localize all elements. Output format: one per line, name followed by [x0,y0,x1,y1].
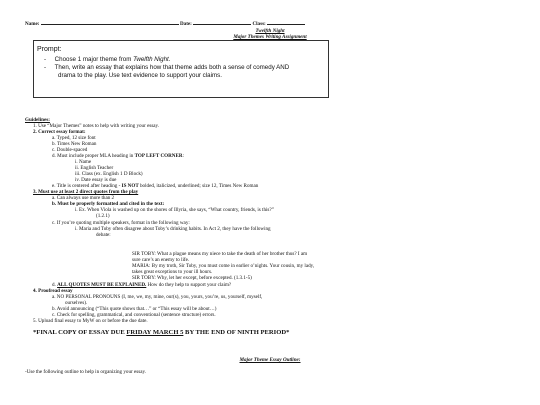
quote-line-1: SIR TOBY: What a plague means my niece to take the death of her brother thus? I am [132,251,308,257]
guideline-3b-i-cite: (1.2.1) [96,213,110,219]
guideline-4a: a. NO PERSONAL PRONOUNS (I, me, we, my, mine, our(s), you, yours, you’re, us, yourself, myself, [52,294,263,300]
guideline-3d-bold: ALL QUOTES MUST BE EXPLAINED. [57,282,147,288]
guideline-3d-rest: How do they help to support your claim? [146,282,232,288]
outline-title: Major Theme Essay Outline: [239,357,301,363]
bullet2-text-1: Then, write an essay that explains how that theme adds both a sense of comedy AND [54,64,290,71]
prompt-box [33,40,329,98]
guideline-2a: a. Typed, 12 size font [52,135,96,141]
guideline-3b: b. Must be properly formatted and cited in the text: [52,201,165,207]
guideline-2d-i: i. Name [75,159,92,165]
document-title: Twelfth Night [255,28,285,34]
guideline-2c: c. Double-spaced [52,147,88,153]
guideline-5: 5. Upload final essay to MyW on or before the due date. [33,318,148,324]
guideline-2: 2. Correct essay format: [33,129,86,135]
due-date-notice [33,329,289,337]
class-blank [267,20,305,25]
guideline-2d [52,153,184,159]
guideline-3d-marker: d. [52,282,58,288]
guideline-2d-bold: TOP LEFT CORNER [134,153,183,159]
class-label: Class: [252,21,266,27]
date-label: Date: [180,21,192,27]
guideline-3a: a. Can always use more than 2 [52,195,115,201]
guideline-3: 3. Must use at least 2 direct quotes from the play [33,189,139,195]
header-row [25,20,305,27]
guideline-1: 1. Use “Major Themes” notes to help with writing your essay. [33,123,160,129]
guideline-3c-i: i. Maria and Toby often disagree about Toby’s drinking habits. In Act 2, they have the following [75,226,271,232]
guideline-2b: b. Times New Roman [52,141,97,147]
prompt-bullet-2-cont: drama to the play. Use text evidence to support your claims. [58,72,222,79]
name-blank [41,20,179,25]
outline-intro: -Use the following outline to help in organizing your essay. [25,369,146,375]
bullet1-title: Twelfth Night. [133,56,171,63]
prompt-bullet-2: - Then, write an essay that explains how that theme adds both a sense of comedy AND [44,64,290,71]
date-blank [193,20,251,25]
document-subtitle: Major Themes Writing Assignment [233,34,307,40]
guidelines-heading: Guidelines: [25,117,50,123]
guideline-2e-text: e. Title is centered after heading - [52,183,122,189]
prompt-bullet-1: - Choose 1 major theme from Twelfth Night. [44,56,171,63]
quote-line-3: MARIA: By my troth, Sir Toby, you must come in earlier o’nights. Your cousin, my lady, [132,263,315,269]
quote-line-5: SIR TOBY: Why, let her except, before excepted. (1.3.1-5) [132,275,252,281]
due-date-prefix: *FINAL COPY OF ESSAY DUE [33,329,127,336]
guideline-2e-rest: bolded, italicized, underlined; size 12, Times New Roman [138,183,259,189]
guideline-3b-i: i. Ex. When Viola is washed up on the shores of Illyria, she says, “What country, friends, is this?” [75,207,274,213]
guideline-3d [52,282,231,288]
guideline-3c: c. If you’re quoting multiple speakers, format in the following way: [52,220,190,226]
guideline-2e-bold: IS NOT [121,183,139,189]
name-label: Name: [25,21,40,27]
quote-line-4: takes great exceptions to your ill hours. [132,269,213,275]
guideline-2d-text: d. Must include proper MLA heading in [52,153,135,159]
bullet1-text: Choose 1 major theme from [54,56,134,63]
guideline-4a-cont: ourselves). [65,300,88,306]
guideline-2d-iii: iii. Class (ex. English 1 D Block) [75,171,143,177]
guideline-4c: c. Check for spelling, grammatical, and conventional (sentence structure) errors. [52,312,216,318]
guideline-4: 4. Proofread essay [33,288,73,294]
guideline-2d-colon: : [182,153,184,159]
guideline-2d-iv: iv. Date essay is due [75,177,117,183]
guideline-3c-i-cont: debate: [96,232,111,238]
guideline-4b: b. Avoid announcing (“This quote shows that…” or “This essay will be about…) [52,306,217,312]
due-date-day: FRIDAY MARCH 5 [126,329,184,336]
prompt-heading: Prompt: [37,46,62,53]
quote-line-2: sure care’s an enemy to life. [132,257,190,263]
due-date-suffix: BY THE END OF NINTH PERIOD* [183,329,290,336]
guideline-2d-ii: ii. English Teacher [75,165,114,171]
